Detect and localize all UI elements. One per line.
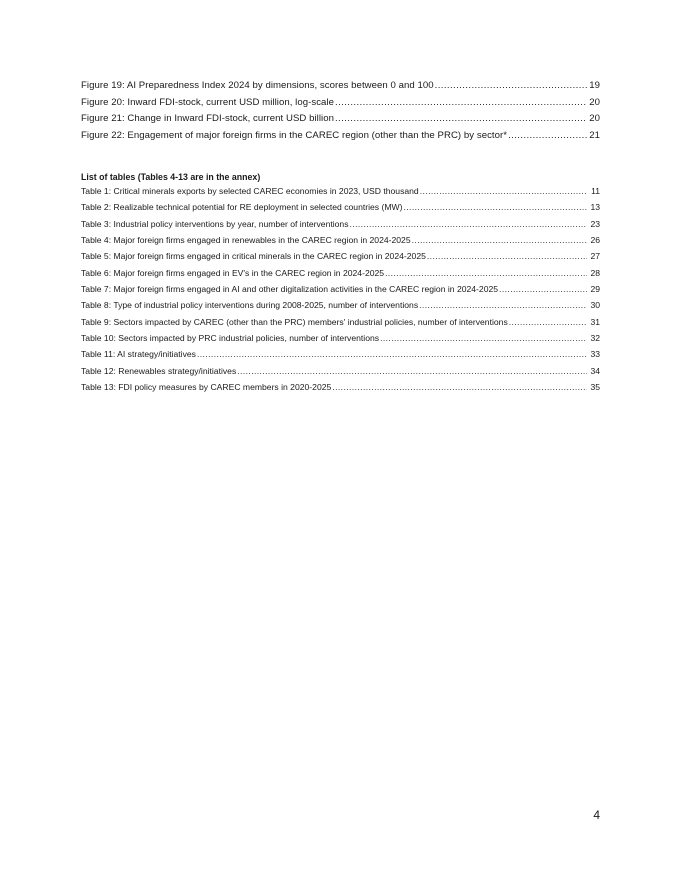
- toc-entry-page: 11: [591, 186, 600, 196]
- toc-entry-page: 30: [590, 300, 600, 311]
- toc-entry-title: Table 9: Sectors impacted by CAREC (other than the PRC) members' industrial policies, number of interventions: [81, 316, 508, 327]
- toc-leader-dots: [332, 382, 587, 392]
- list-of-figures: [81, 80, 600, 146]
- toc-entry-table-9[interactable]: [81, 317, 600, 333]
- toc-leader-dots: [335, 113, 587, 124]
- toc-leader-dots: [237, 366, 587, 376]
- toc-entry-page: 31: [590, 316, 600, 327]
- toc-entry-page: 28: [590, 267, 600, 278]
- toc-entry-page: 34: [590, 365, 600, 376]
- toc-entry-table-7[interactable]: [81, 284, 600, 300]
- list-of-tables-heading: List of tables (Tables 4-13 are in the annex): [81, 172, 261, 182]
- toc-entry-table-12[interactable]: [81, 366, 600, 382]
- toc-entry-title: Figure 21: Change in Inward FDI-stock, current USD billion: [81, 113, 334, 125]
- toc-entry-title: Table 3: Industrial policy interventions by year, number of interventions: [81, 218, 349, 229]
- toc-entry-figure-20[interactable]: [81, 97, 600, 114]
- toc-leader-dots: [508, 130, 587, 141]
- toc-entry-page: 20: [589, 113, 600, 125]
- toc-entry-title: Table 10: Sectors impacted by PRC industrial policies, number of interventions: [81, 333, 380, 344]
- toc-leader-dots: [427, 251, 587, 261]
- toc-entry-page: 27: [590, 251, 600, 262]
- toc-entry-page: 26: [590, 235, 600, 246]
- toc-entry-table-5[interactable]: [81, 251, 600, 267]
- toc-entry-page: 20: [589, 96, 600, 108]
- toc-entry-page: 23: [590, 218, 600, 229]
- toc-entry-title: Table 2: Realizable technical potential for RE deployment in selected countries (MW): [81, 202, 403, 213]
- toc-leader-dots: [419, 300, 587, 310]
- toc-entry-title: Table 6: Major foreign firms engaged in EV's in the CAREC region in 2024-2025: [81, 267, 385, 278]
- toc-entry-table-2[interactable]: [81, 202, 600, 218]
- toc-entry-page: 33: [590, 349, 600, 360]
- toc-entry-figure-21[interactable]: [81, 113, 600, 130]
- toc-entry-title: Table 7: Major foreign firms engaged in AI and other digitalization activities in the CAREC region in 2024-2025: [81, 284, 499, 295]
- toc-entry-table-6[interactable]: [81, 268, 600, 284]
- toc-leader-dots: [420, 186, 587, 196]
- toc-entry-title: Table 13: FDI policy measures by CAREC members in 2020-2025: [81, 382, 332, 393]
- toc-entry-title: Table 4: Major foreign firms engaged in renewables in the CAREC region in 2024-2025: [81, 235, 411, 246]
- toc-entry-table-11[interactable]: [81, 349, 600, 365]
- toc-entry-page: 21: [589, 129, 600, 141]
- page-number: 4: [593, 808, 600, 822]
- toc-leader-dots: [509, 317, 587, 327]
- toc-entry-title: Table 5: Major foreign firms engaged in critical minerals in the CAREC region in 2024-2025: [81, 251, 426, 262]
- toc-entry-title: Table 11: AI strategy/initiatives: [81, 349, 196, 360]
- toc-entry-table-3[interactable]: [81, 219, 600, 235]
- toc-entry-title: Table 1: Critical minerals exports by selected CAREC economies in 2023, USD thousand: [81, 186, 419, 196]
- toc-entry-title: Figure 22: Engagement of major foreign firms in the CAREC region (other than the PRC) by sector*: [81, 129, 508, 141]
- toc-leader-dots: [499, 284, 587, 294]
- toc-leader-dots: [412, 235, 587, 245]
- toc-entry-page: 13: [590, 202, 600, 213]
- toc-entry-page: 19: [589, 80, 600, 91]
- list-of-tables: [81, 169, 600, 398]
- toc-entry-page: 29: [590, 284, 600, 295]
- toc-entry-title: Figure 20: Inward FDI-stock, current USD million, log-scale: [81, 96, 335, 108]
- toc-entry-figure-19[interactable]: [81, 80, 600, 97]
- toc-entry-figure-22[interactable]: [81, 130, 600, 147]
- toc-leader-dots: [385, 268, 587, 278]
- toc-leader-dots: [435, 80, 587, 91]
- toc-entry-table-1[interactable]: [81, 186, 600, 202]
- toc-entry-table-4[interactable]: [81, 235, 600, 251]
- toc-entry-table-10[interactable]: [81, 333, 600, 349]
- toc-entry-page: 35: [590, 382, 600, 393]
- toc-leader-dots: [380, 333, 587, 343]
- toc-leader-dots: [403, 202, 587, 212]
- toc-entry-title: Table 8: Type of industrial policy interventions during 2008-2025, number of interventions: [81, 300, 419, 311]
- toc-leader-dots: [350, 219, 587, 229]
- toc-leader-dots: [335, 97, 587, 108]
- toc-entry-page: 32: [590, 333, 600, 344]
- toc-entry-table-8[interactable]: [81, 300, 600, 316]
- toc-entry-title: Figure 19: AI Preparedness Index 2024 by dimensions, scores between 0 and 100: [81, 80, 434, 91]
- toc-entry-table-13[interactable]: [81, 382, 600, 398]
- toc-leader-dots: [197, 349, 587, 359]
- toc-entry-title: Table 12: Renewables strategy/initiatives: [81, 365, 237, 376]
